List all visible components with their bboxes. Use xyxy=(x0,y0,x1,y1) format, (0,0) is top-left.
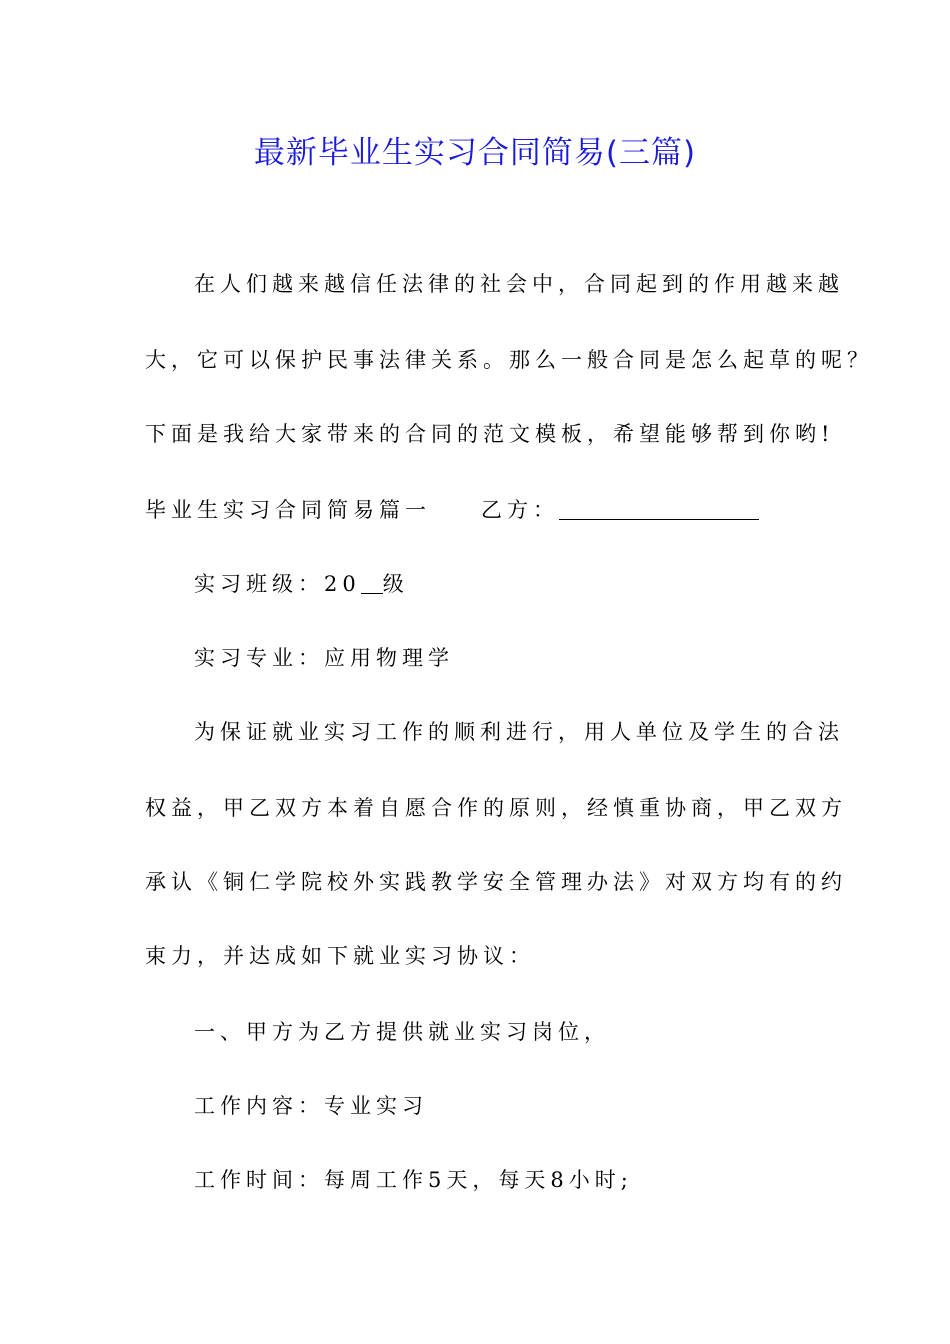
intro-line-2: 大，它可以保护民事法律关系。那么一般合同是怎么起草的呢？ xyxy=(145,348,873,372)
class-row xyxy=(194,566,409,602)
purpose-line-1: 为保证就业实习工作的顺利进行，用人单位及学生的合法 xyxy=(194,720,844,744)
section-heading-row xyxy=(145,492,759,528)
intro-line-1: 在人们越来越信任法律的社会中，合同起到的作用越来越 xyxy=(194,272,844,296)
party-b-label: 乙方： xyxy=(481,498,559,522)
class-blank xyxy=(361,573,383,594)
work-content: 工作内容：专业实习 xyxy=(194,1094,428,1118)
party-b-blank xyxy=(559,499,759,520)
intro-line-3: 下面是我给大家带来的合同的范文模板，希望能够帮到你哟! xyxy=(145,422,835,446)
document-title: 最新毕业生实习合同简易(三篇) xyxy=(253,135,697,171)
work-time: 工作时间：每周工作5天，每天8小时; xyxy=(194,1168,633,1192)
section-heading: 毕业生实习合同简易篇一 xyxy=(145,498,431,522)
class-suffix: 级 xyxy=(382,572,409,596)
clause-one: 一、甲方为乙方提供就业实习岗位， xyxy=(194,1020,610,1044)
class-label: 实习班级：20 xyxy=(194,572,361,596)
purpose-line-3: 承认《铜仁学院校外实践教学安全管理办法》对双方均有的约 xyxy=(145,870,847,894)
purpose-line-4: 束力，并达成如下就业实习协议： xyxy=(145,944,535,968)
major-line: 实习专业：应用物理学 xyxy=(194,646,454,670)
purpose-line-2: 权益，甲乙双方本着自愿合作的原则，经慎重协商，甲乙双方 xyxy=(145,796,847,820)
